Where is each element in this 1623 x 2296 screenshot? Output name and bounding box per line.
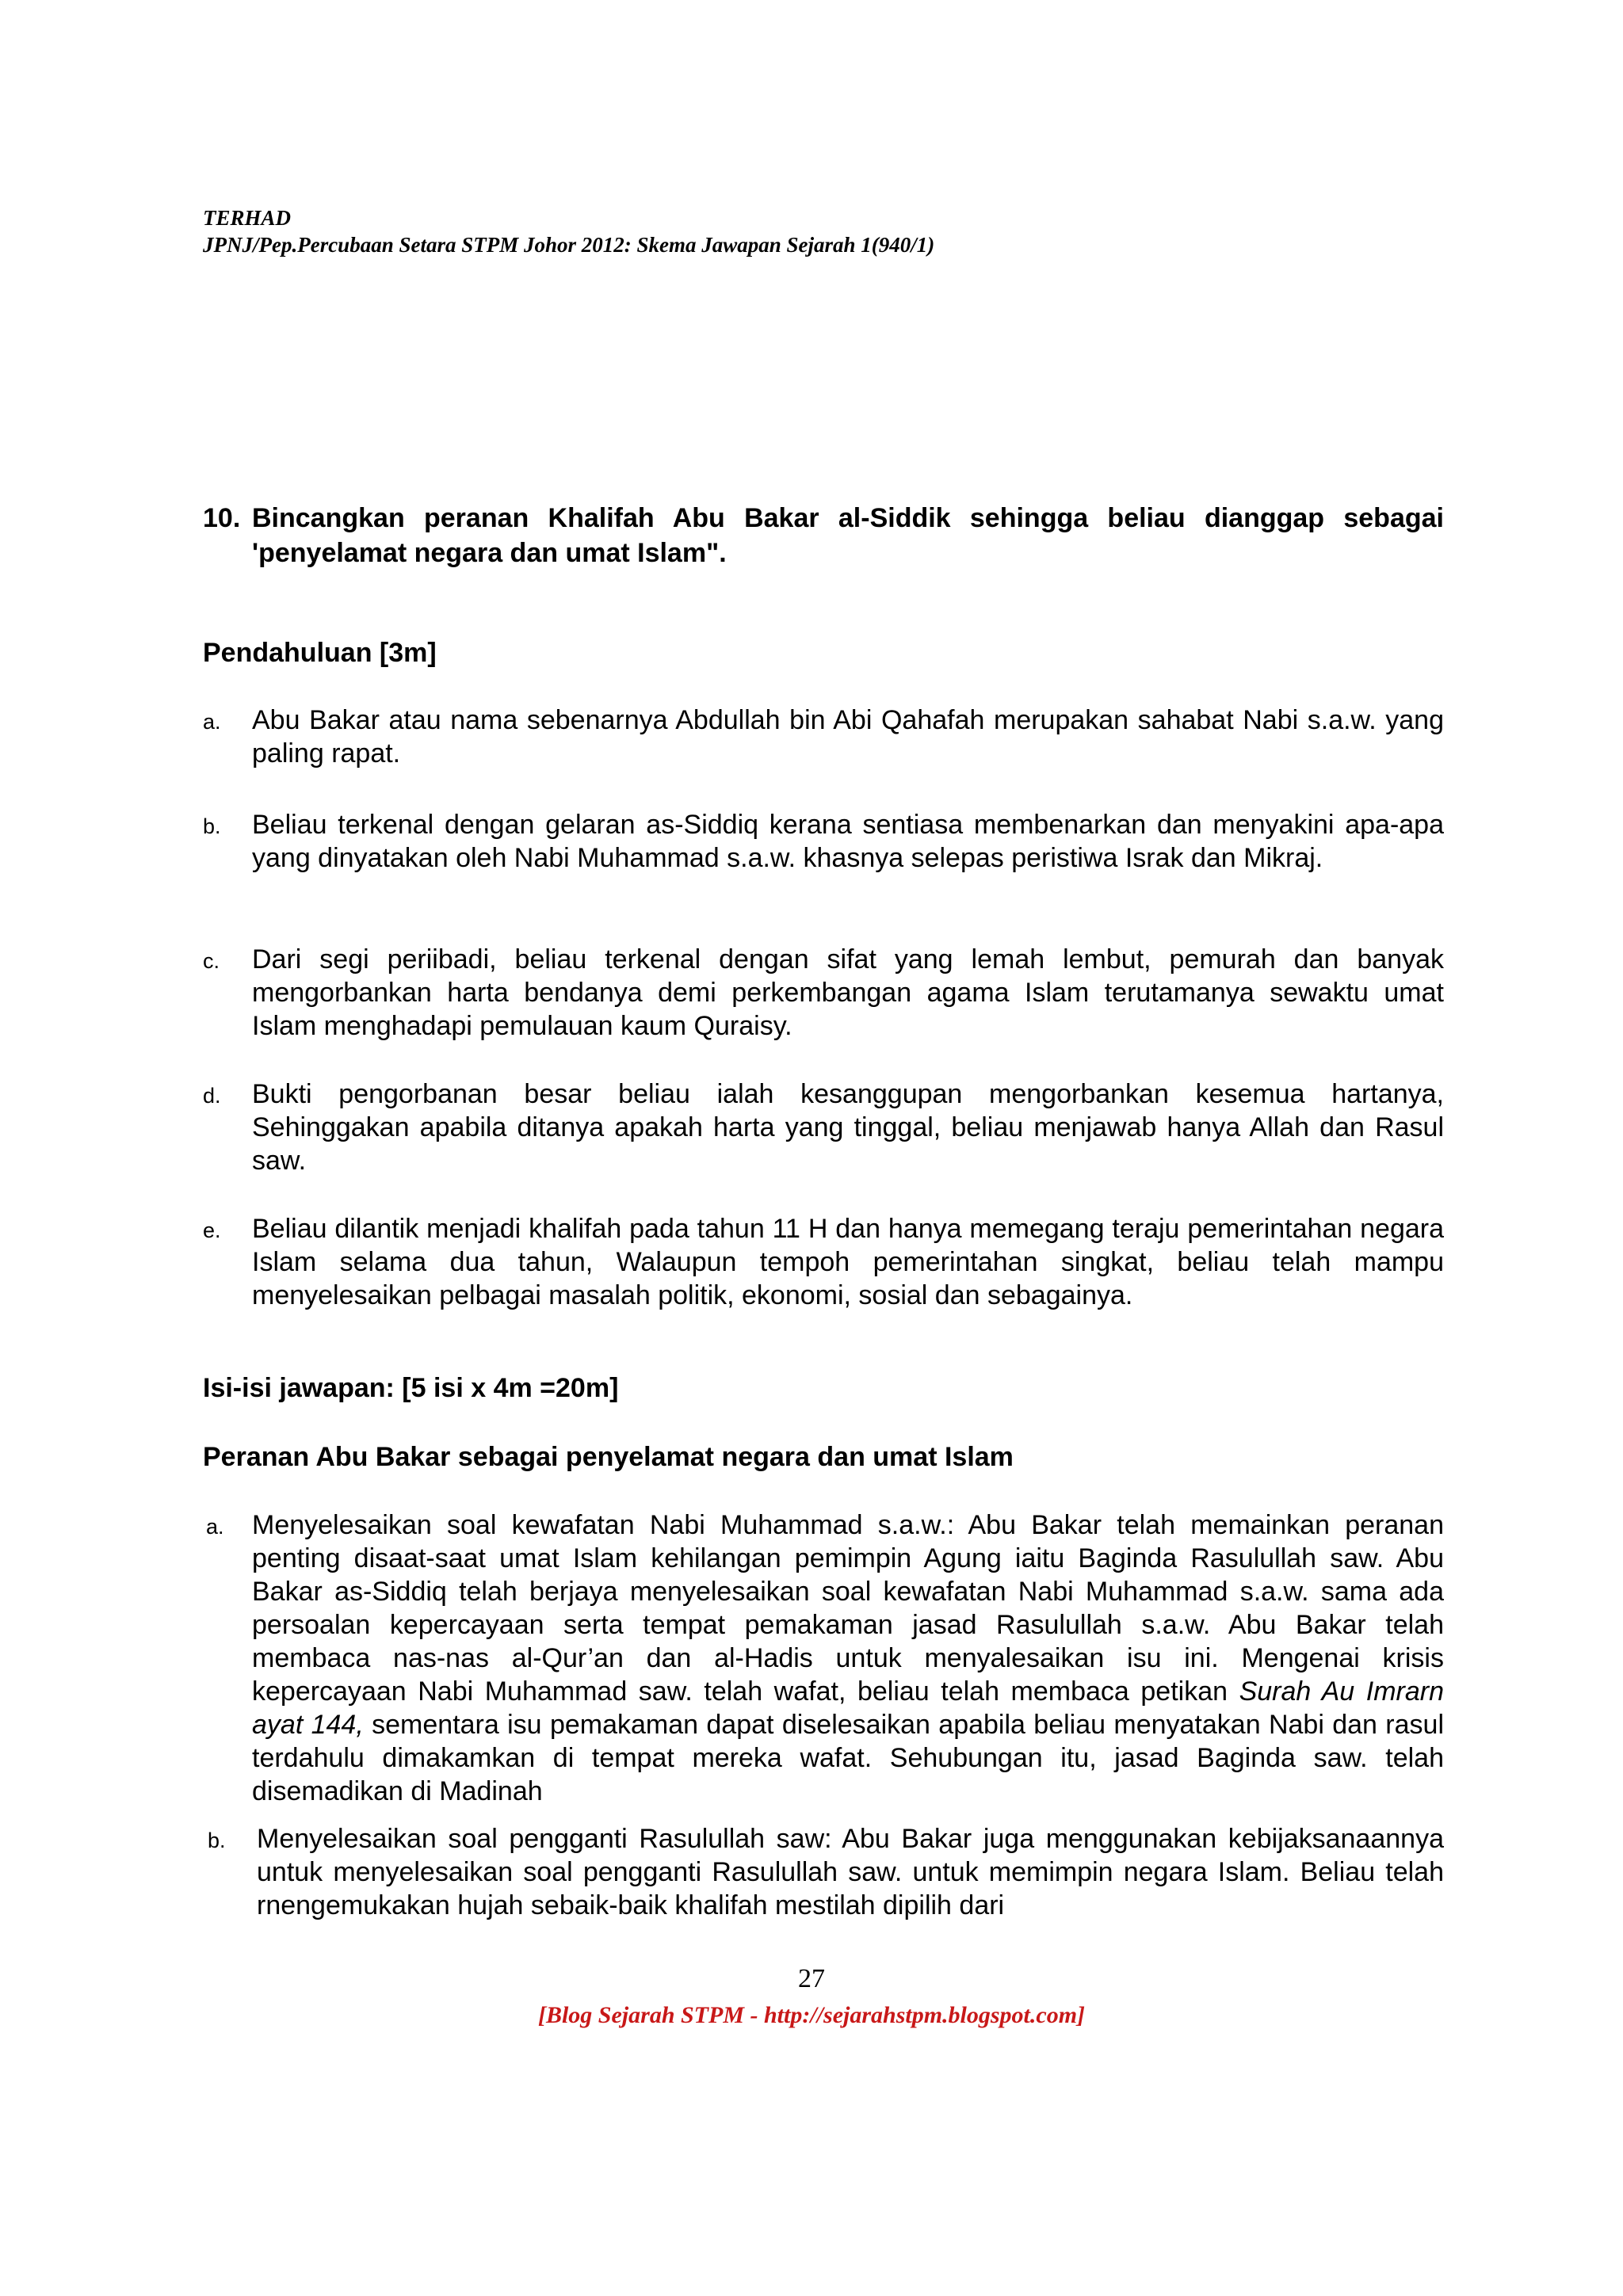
- text-run: Menyelesaikan soal kewafatan Nabi Muhammad s.a.w.: Abu Bakar telah memainkan peranan penting disaat-saat umat Islam kehilangan pemimpin Agung iaitu Baginda Rasulullah saw. Abu Bakar as-Siddiq telah berjaya menyelesaikan soal kewafatan Nabi Muhammad s.a.w. sama ada persoalan kepercayaan serta tempat pemakaman jasad Rasulullah s.a.w. Abu Bakar telah membaca nas-nas al-Qur’an dan al-Hadis untuk menyalesaikan isu ini. Mengenai krisis kepercayaan Nabi Muhammad saw. telah wafat, beliau telah membaca petikan: [252, 1510, 1444, 1707]
- header-title: JPNJ/Pep.Percubaan Setara STPM Johor 2012: Skema Jawapan Sejarah 1(940/1): [203, 233, 935, 257]
- list-item-text: [252, 1508, 1444, 1808]
- page-number: 27: [798, 1964, 825, 1993]
- answer-subheading: Peranan Abu Bakar sebagai penyelamat negara dan umat Islam: [203, 1442, 1014, 1472]
- list-item-text: Beliau terkenal dengan gelaran as-Siddiq kerana sentiasa membenarkan dan menyakini apa-apa yang dinyatakan oleh Nabi Muhammad s.a.w. khasnya selepas peristiwa Israk dan Mikraj.: [252, 810, 1444, 873]
- list-item-text: Menyelesaikan soal pengganti Rasulullah saw: Abu Bakar juga menggunakan kebijaksanaannya untuk menyelesaikan soal pengganti Rasulullah saw. untuk memimpin negara Islam. Beliau telah rnengemukakan hujah sebaik-baik khalifah mestilah dipilih dari: [257, 1824, 1444, 1920]
- list-item-text: Abu Bakar atau nama sebenarnya Abdullah bin Abi Qahafah merupakan sahabat Nabi s.a.w. yang paling rapat.: [252, 705, 1444, 769]
- list-item-text: Bukti pengorbanan besar beliau ialah kesanggupan mengorbankan kesemua hartanya, Sehinggakan apabila ditanya apakah harta yang tinggal, beliau menjawab hanya Allah dan Rasul saw.: [252, 1079, 1444, 1176]
- footer-blog-link[interactable]: [Blog Sejarah STPM - http://sejarahstpm.blogspot.com]: [537, 2002, 1086, 2028]
- answer-heading: Isi-isi jawapan: [5 isi x 4m =20m]: [203, 1373, 619, 1403]
- text-run: sementara isu pemakaman dapat diselesaikan apabila beliau menyatakan Nabi dan rasul terdahulu dimakamkan di tempat mereka wafat. Sehubungan itu, jasad Baginda saw. telah disemadikan di Madinah: [252, 1710, 1444, 1806]
- question-number: 10.: [203, 503, 241, 533]
- question-text: Bincangkan peranan Khalifah Abu Bakar al-Siddik sehingga beliau dianggap sebagai 'penyelamat negara dan umat Islam".: [252, 503, 1444, 568]
- list-marker: a.: [203, 710, 221, 734]
- list-marker: e.: [203, 1219, 221, 1242]
- list-item-text: Dari segi periibadi, beliau terkenal dengan sifat yang lemah lembut, pemurah dan banyak mengorbankan harta bendanya demi perkembangan agama Islam terutamanya sewaktu umat Islam menghadapi pemulauan kaum Quraisy.: [252, 944, 1444, 1041]
- list-marker: b.: [208, 1829, 226, 1852]
- header-classification: TERHAD: [203, 206, 292, 230]
- list-item-text: Beliau dilantik menjadi khalifah pada tahun 11 H dan hanya memegang teraju pemerintahan negara Islam selama dua tahun, Walaupun tempoh pemerintahan singkat, beliau telah mampu menyelesaikan pelbagai masalah politik, ekonomi, sosial dan sebagainya.: [252, 1214, 1444, 1310]
- intro-heading: Pendahuluan [3m]: [203, 638, 437, 668]
- list-marker: d.: [203, 1084, 221, 1108]
- list-marker: a.: [206, 1515, 224, 1539]
- list-marker: b.: [203, 814, 221, 838]
- surah-citation: Surah Au Imrarn ayat 144,: [252, 1676, 1444, 1740]
- list-marker: c.: [203, 949, 220, 973]
